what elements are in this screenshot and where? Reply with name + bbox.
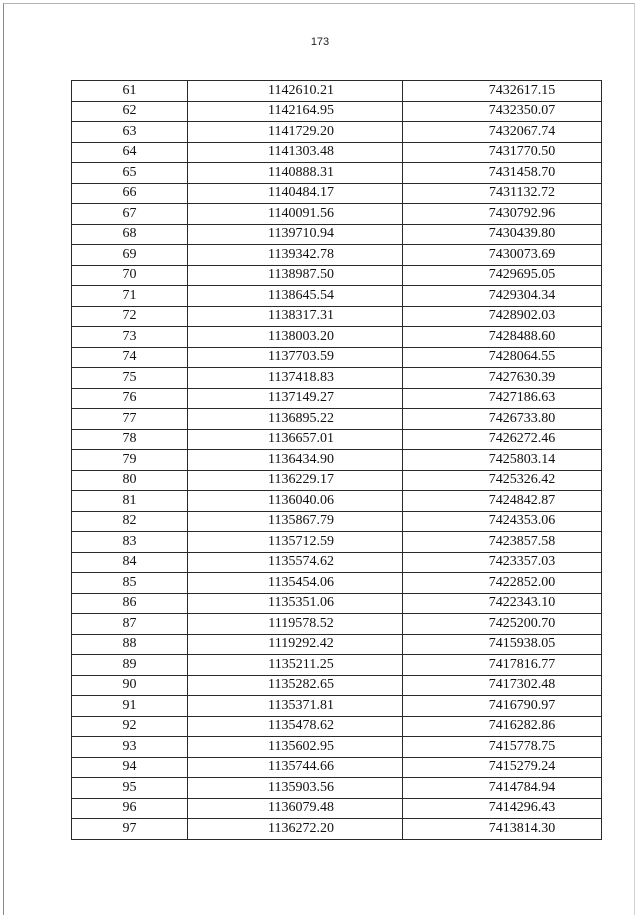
table-row <box>72 778 602 799</box>
x-coordinate-cell: 1140484.17 <box>188 183 403 204</box>
point-number-cell: 77 <box>72 409 188 430</box>
y-coordinate-cell: 7429304.34 <box>403 286 602 307</box>
point-number-cell: 80 <box>72 470 188 491</box>
x-coordinate-cell: 1135903.56 <box>188 778 403 799</box>
y-coordinate-cell: 7415778.75 <box>403 737 602 758</box>
table-row <box>72 368 602 389</box>
x-coordinate-cell: 1136272.20 <box>188 819 403 840</box>
y-coordinate-cell: 7431458.70 <box>403 163 602 184</box>
x-coordinate-cell: 1138317.31 <box>188 306 403 327</box>
point-number-cell: 68 <box>72 224 188 245</box>
y-coordinate-cell: 7417302.48 <box>403 675 602 696</box>
y-coordinate-cell: 7432617.15 <box>403 81 602 102</box>
y-coordinate-cell: 7423357.03 <box>403 552 602 573</box>
table-row <box>72 429 602 450</box>
point-number-cell: 83 <box>72 532 188 553</box>
y-coordinate-cell: 7428902.03 <box>403 306 602 327</box>
point-number-cell: 88 <box>72 634 188 655</box>
point-number-cell: 97 <box>72 819 188 840</box>
y-coordinate-cell: 7429695.05 <box>403 265 602 286</box>
y-coordinate-cell: 7426272.46 <box>403 429 602 450</box>
x-coordinate-cell: 1119578.52 <box>188 614 403 635</box>
y-coordinate-cell: 7424353.06 <box>403 511 602 532</box>
table-row <box>72 470 602 491</box>
point-number-cell: 93 <box>72 737 188 758</box>
y-coordinate-cell: 7414296.43 <box>403 798 602 819</box>
x-coordinate-cell: 1138645.54 <box>188 286 403 307</box>
point-number-cell: 71 <box>72 286 188 307</box>
point-number-cell: 75 <box>72 368 188 389</box>
table-row <box>72 634 602 655</box>
x-coordinate-cell: 1138003.20 <box>188 327 403 348</box>
x-coordinate-cell: 1135712.59 <box>188 532 403 553</box>
table-row <box>72 101 602 122</box>
y-coordinate-cell: 7430439.80 <box>403 224 602 245</box>
y-coordinate-cell: 7428488.60 <box>403 327 602 348</box>
table-row <box>72 573 602 594</box>
x-coordinate-cell: 1141303.48 <box>188 142 403 163</box>
table-row <box>72 655 602 676</box>
x-coordinate-cell: 1135602.95 <box>188 737 403 758</box>
x-coordinate-cell: 1142610.21 <box>188 81 403 102</box>
point-number-cell: 86 <box>72 593 188 614</box>
x-coordinate-cell: 1136657.01 <box>188 429 403 450</box>
x-coordinate-cell: 1137149.27 <box>188 388 403 409</box>
point-number-cell: 92 <box>72 716 188 737</box>
table-row <box>72 696 602 717</box>
point-number-cell: 87 <box>72 614 188 635</box>
point-number-cell: 95 <box>72 778 188 799</box>
table-row <box>72 142 602 163</box>
y-coordinate-cell: 7430792.96 <box>403 204 602 225</box>
y-coordinate-cell: 7425326.42 <box>403 470 602 491</box>
table-row <box>72 737 602 758</box>
y-coordinate-cell: 7428064.55 <box>403 347 602 368</box>
table-row <box>72 614 602 635</box>
y-coordinate-cell: 7431770.50 <box>403 142 602 163</box>
y-coordinate-cell: 7430073.69 <box>403 245 602 266</box>
y-coordinate-cell: 7416790.97 <box>403 696 602 717</box>
x-coordinate-cell: 1137703.59 <box>188 347 403 368</box>
table-row <box>72 716 602 737</box>
point-number-cell: 90 <box>72 675 188 696</box>
table-row <box>72 204 602 225</box>
y-coordinate-cell: 7422343.10 <box>403 593 602 614</box>
table-row <box>72 388 602 409</box>
page-number: 173 <box>310 36 330 48</box>
x-coordinate-cell: 1135574.62 <box>188 552 403 573</box>
x-coordinate-cell: 1142164.95 <box>188 101 403 122</box>
x-coordinate-cell: 1135454.06 <box>188 573 403 594</box>
point-number-cell: 61 <box>72 81 188 102</box>
x-coordinate-cell: 1141729.20 <box>188 122 403 143</box>
table-row <box>72 122 602 143</box>
point-number-cell: 64 <box>72 142 188 163</box>
point-number-cell: 62 <box>72 101 188 122</box>
table-row <box>72 593 602 614</box>
table-row <box>72 245 602 266</box>
table-row <box>72 450 602 471</box>
x-coordinate-cell: 1138987.50 <box>188 265 403 286</box>
table-row <box>72 224 602 245</box>
y-coordinate-cell: 7432350.07 <box>403 101 602 122</box>
y-coordinate-cell: 7427186.63 <box>403 388 602 409</box>
x-coordinate-cell: 1136895.22 <box>188 409 403 430</box>
x-coordinate-cell: 1135478.62 <box>188 716 403 737</box>
point-number-cell: 81 <box>72 491 188 512</box>
x-coordinate-cell: 1135211.25 <box>188 655 403 676</box>
table-row <box>72 675 602 696</box>
y-coordinate-cell: 7415279.24 <box>403 757 602 778</box>
y-coordinate-cell: 7432067.74 <box>403 122 602 143</box>
point-number-cell: 96 <box>72 798 188 819</box>
y-coordinate-cell: 7416282.86 <box>403 716 602 737</box>
point-number-cell: 84 <box>72 552 188 573</box>
coordinates-table <box>71 80 602 840</box>
table-row <box>72 306 602 327</box>
point-number-cell: 70 <box>72 265 188 286</box>
x-coordinate-cell: 1136434.90 <box>188 450 403 471</box>
y-coordinate-cell: 7424842.87 <box>403 491 602 512</box>
point-number-cell: 82 <box>72 511 188 532</box>
table-row <box>72 409 602 430</box>
x-coordinate-cell: 1136229.17 <box>188 470 403 491</box>
table-row <box>72 163 602 184</box>
y-coordinate-cell: 7431132.72 <box>403 183 602 204</box>
table-row <box>72 798 602 819</box>
table-row <box>72 286 602 307</box>
point-number-cell: 91 <box>72 696 188 717</box>
point-number-cell: 73 <box>72 327 188 348</box>
table-row <box>72 265 602 286</box>
x-coordinate-cell: 1140091.56 <box>188 204 403 225</box>
point-number-cell: 67 <box>72 204 188 225</box>
x-coordinate-cell: 1137418.83 <box>188 368 403 389</box>
table-row <box>72 347 602 368</box>
point-number-cell: 79 <box>72 450 188 471</box>
x-coordinate-cell: 1136040.06 <box>188 491 403 512</box>
table-row <box>72 819 602 840</box>
x-coordinate-cell: 1135867.79 <box>188 511 403 532</box>
point-number-cell: 66 <box>72 183 188 204</box>
x-coordinate-cell: 1135351.06 <box>188 593 403 614</box>
y-coordinate-cell: 7425803.14 <box>403 450 602 471</box>
y-coordinate-cell: 7426733.80 <box>403 409 602 430</box>
y-coordinate-cell: 7422852.00 <box>403 573 602 594</box>
coordinates-table-body <box>72 81 602 840</box>
table-row <box>72 81 602 102</box>
table-row <box>72 532 602 553</box>
y-coordinate-cell: 7423857.58 <box>403 532 602 553</box>
point-number-cell: 65 <box>72 163 188 184</box>
point-number-cell: 78 <box>72 429 188 450</box>
y-coordinate-cell: 7417816.77 <box>403 655 602 676</box>
point-number-cell: 89 <box>72 655 188 676</box>
x-coordinate-cell: 1135371.81 <box>188 696 403 717</box>
x-coordinate-cell: 1136079.48 <box>188 798 403 819</box>
point-number-cell: 69 <box>72 245 188 266</box>
y-coordinate-cell: 7427630.39 <box>403 368 602 389</box>
table-row <box>72 327 602 348</box>
x-coordinate-cell: 1140888.31 <box>188 163 403 184</box>
point-number-cell: 74 <box>72 347 188 368</box>
x-coordinate-cell: 1139342.78 <box>188 245 403 266</box>
x-coordinate-cell: 1139710.94 <box>188 224 403 245</box>
point-number-cell: 63 <box>72 122 188 143</box>
point-number-cell: 72 <box>72 306 188 327</box>
table-row <box>72 183 602 204</box>
y-coordinate-cell: 7415938.05 <box>403 634 602 655</box>
x-coordinate-cell: 1135282.65 <box>188 675 403 696</box>
table-row <box>72 757 602 778</box>
point-number-cell: 94 <box>72 757 188 778</box>
y-coordinate-cell: 7414784.94 <box>403 778 602 799</box>
table-row <box>72 552 602 573</box>
y-coordinate-cell: 7425200.70 <box>403 614 602 635</box>
point-number-cell: 85 <box>72 573 188 594</box>
y-coordinate-cell: 7413814.30 <box>403 819 602 840</box>
x-coordinate-cell: 1119292.42 <box>188 634 403 655</box>
x-coordinate-cell: 1135744.66 <box>188 757 403 778</box>
table-row <box>72 491 602 512</box>
point-number-cell: 76 <box>72 388 188 409</box>
table-row <box>72 511 602 532</box>
